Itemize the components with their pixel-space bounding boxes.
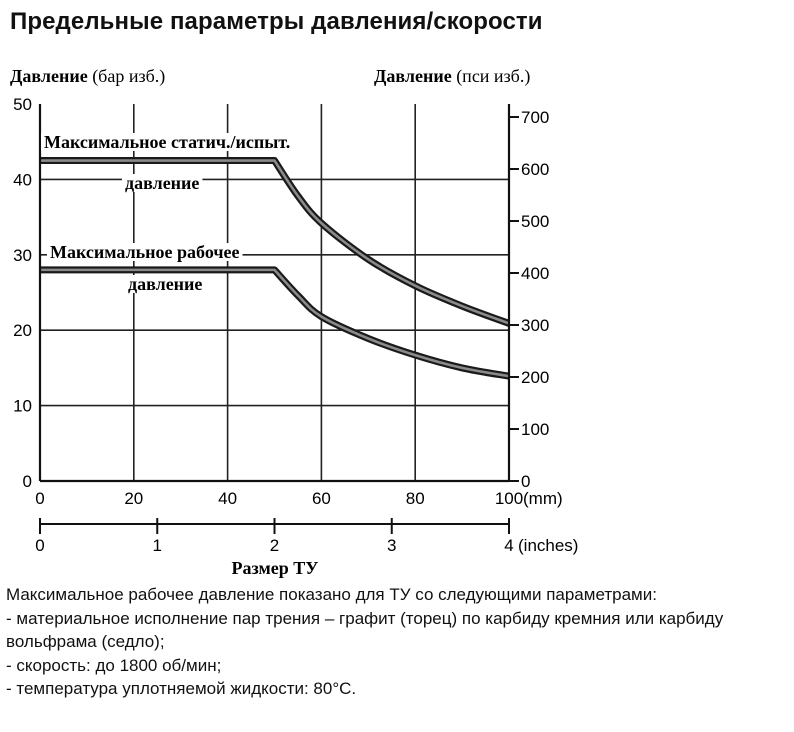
left-tick-label: 10 bbox=[13, 396, 32, 416]
inch-unit: (inches) bbox=[518, 536, 579, 555]
right-tick-label: 300 bbox=[521, 316, 550, 335]
notes-block bbox=[6, 583, 790, 701]
chart-series bbox=[40, 161, 509, 377]
x-mm-tick-label: 80 bbox=[405, 489, 425, 508]
x-mm-tick-label: 20 bbox=[124, 489, 144, 508]
right-tick-label: 0 bbox=[521, 472, 531, 491]
page-title: Предельные параметры давления/скорости bbox=[10, 8, 543, 35]
left-axis-title: Давление (бар изб.) bbox=[10, 66, 166, 86]
left-tick-label: 40 bbox=[13, 170, 32, 190]
inch-tick-label: 4 bbox=[504, 536, 514, 555]
left-tick-label: 0 bbox=[22, 472, 32, 491]
x-mm-tick-label: 40 bbox=[218, 489, 238, 508]
left-tick-label: 50 bbox=[13, 95, 32, 114]
note-line-3: - скорость: до 1800 об/мин; bbox=[6, 655, 222, 675]
note-line-4: - температура уплотняемой жидкости: 80°C. bbox=[6, 679, 357, 698]
right-tick-label: 100 bbox=[521, 420, 550, 439]
right-tick-label: 400 bbox=[521, 264, 550, 283]
left-tick-label: 20 bbox=[13, 321, 32, 341]
x-mm-tick-label: 0 bbox=[35, 489, 45, 508]
note-line-1: Максимальное рабочее давление показано для ТУ со следующими параметрами: bbox=[6, 585, 657, 604]
left-tick-label: 30 bbox=[13, 245, 32, 265]
inch-tick-label: 1 bbox=[152, 536, 162, 555]
x-mm-tick-label: 60 bbox=[311, 489, 331, 508]
x-mm-tick-label: 100 bbox=[494, 489, 524, 508]
note-line-2: - материальное исполнение пар трения – графит (торец) по карбиду кремния или карбиду вольфрама (седло); bbox=[6, 608, 724, 651]
series-1-label-line2: давление bbox=[125, 173, 200, 193]
right-tick-label: 700 bbox=[521, 108, 550, 127]
series-2-outline bbox=[40, 270, 509, 376]
series-2-label-line1: Максимальное рабочее bbox=[50, 242, 240, 262]
inch-tick-label: 2 bbox=[269, 536, 280, 555]
series-1-label-line1: Максимальное статич./испыт. bbox=[44, 132, 291, 152]
x-mm-unit: (mm) bbox=[523, 489, 563, 508]
right-tick-label: 500 bbox=[521, 212, 550, 231]
inch-tick-label: 0 bbox=[35, 536, 45, 555]
x-axis-title: Размер ТУ bbox=[231, 558, 319, 578]
right-tick-label: 200 bbox=[521, 368, 550, 387]
inch-tick-label: 3 bbox=[387, 536, 397, 555]
series-2-label-line2: давление bbox=[128, 274, 203, 294]
right-axis-title: Давление (пси изб.) bbox=[374, 66, 531, 86]
right-tick-label: 600 bbox=[521, 160, 550, 179]
